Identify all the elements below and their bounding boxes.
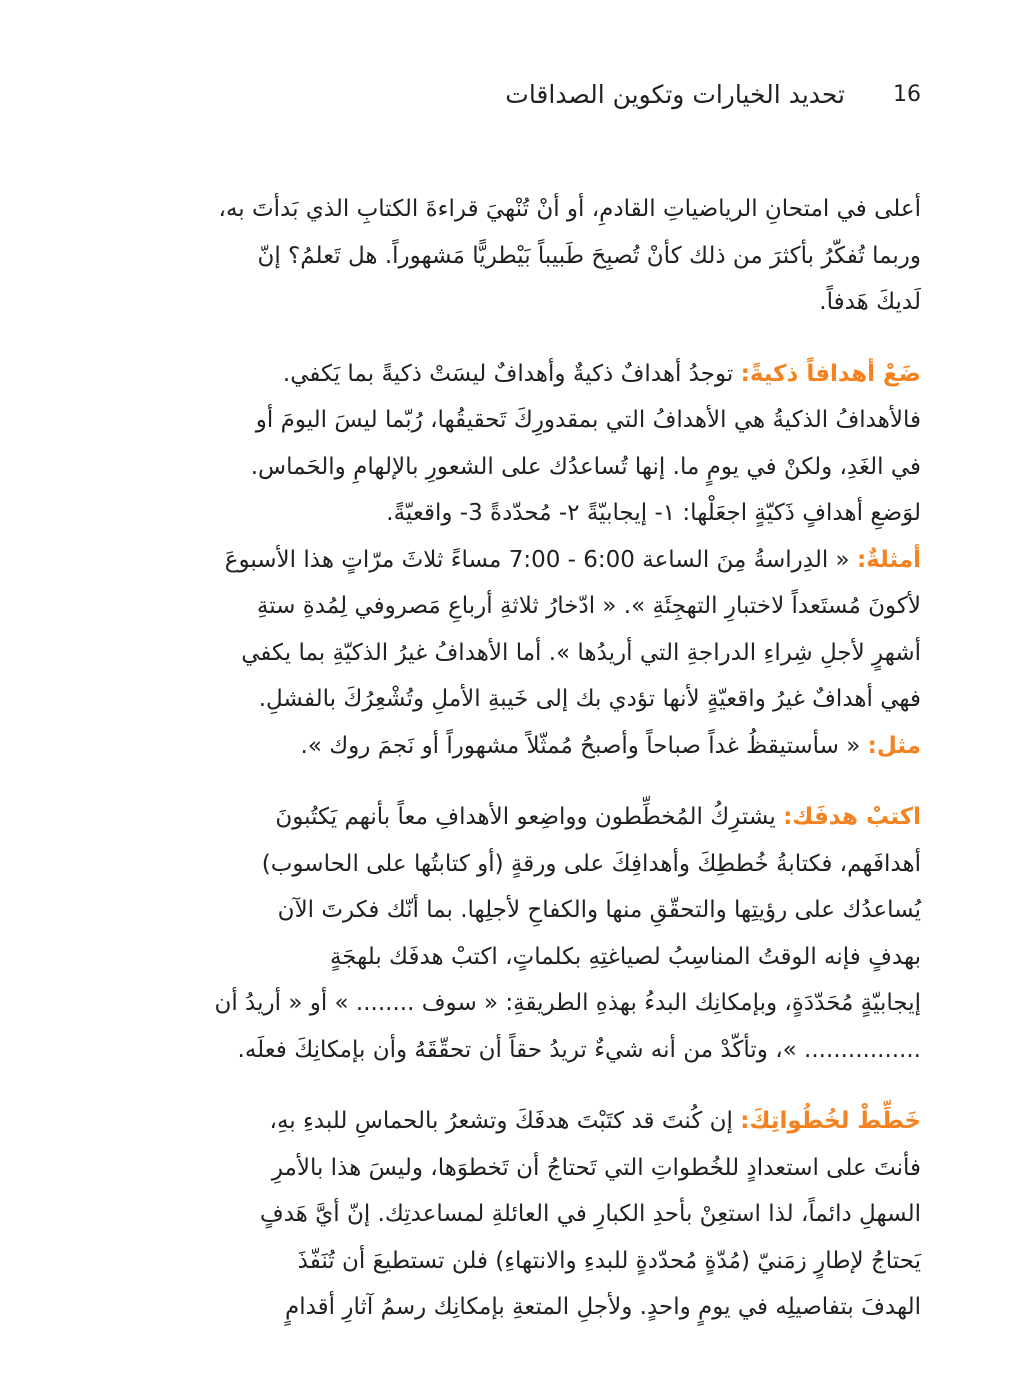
text-line: يُساعدُك على رؤيتِها والتحقّقِ منها والكفاحِ لأجلِها. بما أنّك فكرتَ الآن bbox=[277, 897, 921, 923]
section-heading-plan-steps: خَطِّطْ لخُطُواتِكَ: bbox=[740, 1108, 921, 1134]
text-line: أهدافَهم، فكتابةُ خُططِكَ وأهدافِكَ على ورقةٍ (أو كتابتُها على الحاسوب) bbox=[261, 850, 921, 877]
text-line bbox=[176, 794, 921, 841]
label-examples: أمثلةٌ: bbox=[856, 546, 921, 573]
text-line: أشهرٍ لأجلِ شِراءِ الدراجةِ التي أريدُها ». أما الأهدافُ غيرُ الذكيّةِ بما يكفي bbox=[241, 639, 921, 666]
paragraph-plan-steps bbox=[176, 1098, 921, 1331]
text-line: لَديكَ هَدفاً. bbox=[819, 289, 921, 315]
text-line bbox=[176, 1098, 921, 1145]
page-number: 16 bbox=[893, 81, 921, 107]
text-run: يشترِكُ المُخطِّطون وواضِعو الأهدافِ معاً بأنهم يَكتُبونَ bbox=[275, 804, 784, 830]
text-line bbox=[176, 537, 921, 584]
text-line: بهدفٍ فإنه الوقتُ المناسِبُ لصياغتِهِ بكلماتٍ، اكتبْ هدفَك بلهجَةٍ bbox=[329, 943, 921, 970]
label-example: مثل: bbox=[867, 732, 921, 759]
section-heading-write-goal: اكتبْ هدفَك: bbox=[783, 804, 921, 830]
text-line: فهي أهدافٌ غيرُ واقعيّةٍ لأنها تؤدي بك إلى خَيبةِ الأملِ وتُشْعِرُكَ بالفشلِ. bbox=[258, 686, 921, 712]
text-run: توجدُ أهدافٌ ذكيةٌ وأهدافٌ ليسَتْ ذكيةً بما يَكفي. bbox=[282, 360, 741, 387]
text-line bbox=[176, 723, 921, 770]
running-header bbox=[101, 74, 921, 114]
running-title: تحديد الخيارات وتكوين الصداقات bbox=[505, 79, 845, 109]
text-line: لأكونَ مُستَعداً لاختبارِ التهجِئَةِ ». « ادّخارُ ثلاثةِ أرباعِ مَصروفي لِمُدةِ ستةِ bbox=[256, 593, 921, 619]
text-line: فالأهدافُ الذكيةُ هي الأهدافُ التي بمقدورِكَ تَحقيقُها، رُبّما ليسَ اليومَ أو bbox=[255, 407, 921, 433]
text-line bbox=[176, 351, 921, 398]
paragraph-intro bbox=[176, 186, 921, 326]
body-text bbox=[176, 186, 921, 1356]
text-run: إن كُنتَ قد كتَبْتَ هدفَكَ وتشعرُ بالحماسِ للبدءِ بهِ، bbox=[269, 1108, 741, 1134]
text-line: فأنتَ على استعدادٍ للخُطواتِ التي تَحتاجُ أن تَخطوَها، وليسَ هذا بالأمرِ bbox=[271, 1154, 921, 1181]
text-line: يَحتاجُ لإطارٍ زمَنيّ (مُدّةٍ مُحدّدةٍ للبدءِ والانتهاءِ) فلن تستطيعَ أن تُنَفّذَ bbox=[297, 1247, 921, 1274]
text-line: وربما تُفكّرُ بأكثرَ من ذلك كأنْ تُصبِحَ طَبيباً بَيْطريًّا مَشهوراً. هل تَعلمُ؟ إنّ bbox=[257, 242, 921, 269]
text-line: الهدفَ بتفاصيلِه في يومٍ واحدٍ. ولأجلِ المتعةِ بإمكانِك رسمُ آثارِ أقدامٍ bbox=[284, 1294, 921, 1320]
text-run: « سأستيقظُ غداً صباحاً وأصبحُ مُمثّلاً مشهوراً أو نَجمَ روك ». bbox=[300, 732, 868, 759]
paragraph-smart-goals bbox=[176, 351, 921, 770]
text-line: أعلى في امتحانِ الرياضياتِ القادمِ، أو أنْ تُنْهيَ قراءةَ الكتابِ الذي بَدأتَ به، bbox=[218, 196, 921, 222]
text-line: لوَضعِ أهدافٍ ذَكيّةٍ اجعَلْها: ١- إيجابيّةً ٢- مُحدّدةً 3- واقعيّةً. bbox=[386, 500, 921, 526]
text-line: إيجابيّةٍ مُحَدّدَةٍ، وبإمكانِك البدءُ بهذهِ الطريقةِ: « سوف ........ » أو « أريدُ أن bbox=[214, 990, 921, 1016]
text-line: السهلِ دائماً، لذا استعِنْ بأحدِ الكبارِ في العائلةِ لمساعدتِك. إنّ أيَّ هَدفٍ bbox=[259, 1201, 921, 1227]
paragraph-write-goal bbox=[176, 794, 921, 1073]
section-heading-smart-goals: ضَعْ أهدافاً ذكيةً: bbox=[740, 360, 921, 387]
text-run: « الدِراسةُ مِنَ الساعة 6:00 - 7:00 مساءً ثلاثَ مرّاتٍ هذا الأسبوعَ bbox=[224, 546, 857, 573]
text-line: ................ »، وتأكّدْ من أنه شيءٌ تريدُ حقاً أن تحقّقَهُ وأن بإمكانِكَ فعلَه. bbox=[237, 1036, 921, 1063]
text-line: في الغَدِ، ولكنْ في يومٍ ما. إنها تُساعدُك على الشعورِ بالإلهامِ والحَماس. bbox=[250, 453, 921, 480]
